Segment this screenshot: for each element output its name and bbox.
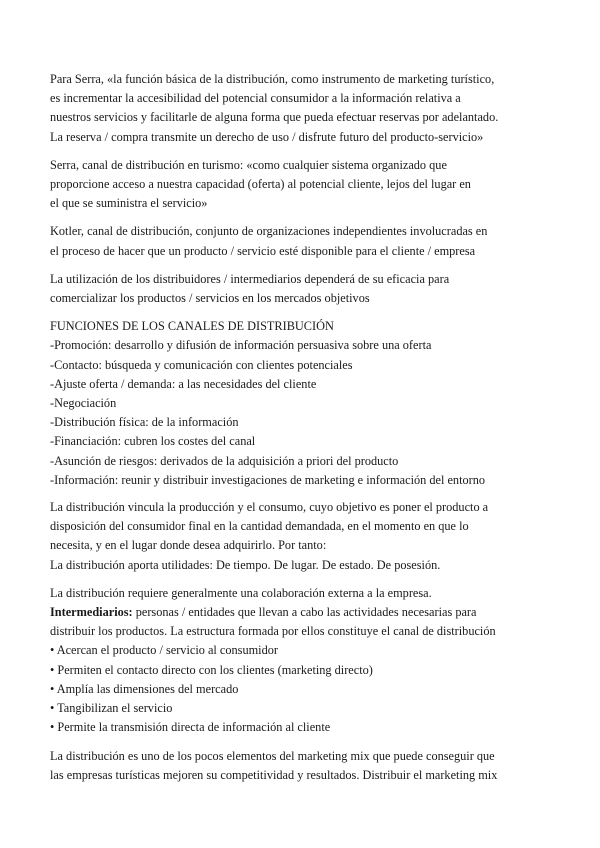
bullet-item: • Permite la transmisión directa de información al cliente — [50, 720, 331, 735]
function-item: -Asunción de riesgos: derivados de la adquisición a priori del producto — [50, 453, 399, 468]
text-line: necesita, y en el lugar donde desea adquirirlo. Por tanto: — [50, 538, 327, 553]
bullet-item: • Acercan el producto / servicio al consumidor — [50, 643, 278, 658]
text-line: Kotler, canal de distribución, conjunto de organizaciones independientes involucradas en — [50, 224, 488, 239]
text-line: las empresas turísticas mejoren su competitividad y resultados. Distribuir el marketing mix — [50, 767, 498, 782]
paragraph-distribuidores — [50, 270, 570, 308]
text-line: La distribución vincula la producción y el consumo, cuyo objetivo es poner el producto a — [50, 500, 489, 515]
function-item: -Promoción: desarrollo y difusión de información persuasiva sobre una oferta — [50, 338, 432, 353]
intermediarios-label: Intermediarios: — [50, 605, 133, 620]
function-item: -Negociación — [50, 396, 117, 411]
paragraph-kotler — [50, 222, 570, 260]
text-line: el que se suministra el servicio» — [50, 196, 208, 211]
text-line: La utilización de los distribuidores / intermediarios dependerá de su eficacia para — [50, 271, 450, 286]
functions-heading: FUNCIONES DE LOS CANALES DE DISTRIBUCIÓN — [50, 319, 334, 334]
paragraph-marketing-mix — [50, 747, 570, 785]
paragraph-serra-definition — [50, 70, 570, 147]
bullet-item: • Permiten el contacto directo con los clientes (marketing directo) — [50, 662, 373, 677]
text-line: el proceso de hacer que un producto / servicio esté disponible para el cliente / empresa — [50, 243, 476, 258]
text-line: disposición del consumidor final en la cantidad demandada, en el momento en que lo — [50, 519, 469, 534]
function-item: -Información: reunir y distribuir investigaciones de marketing e información del entorno — [50, 472, 486, 487]
function-item: -Financiación: cubren los costes del canal — [50, 434, 256, 449]
text-line: nuestros servicios y facilitarle de alguna forma que pueda efectuar reservas por adelantado. — [50, 110, 499, 125]
intermediarios-text: personas / entidades que llevan a cabo las actividades necesarias para — [132, 605, 477, 620]
bullet-item: • Amplía las dimensiones del mercado — [50, 681, 239, 696]
text-line: La distribución es uno de los pocos elementos del marketing mix que puede conseguir que — [50, 748, 495, 763]
text-line: Serra, canal de distribución en turismo: «como cualquier sistema organizado que — [50, 157, 447, 172]
text-line: es incrementar la accesibilidad del potencial consumidor a la información relativa a — [50, 91, 461, 106]
paragraph-intermediarios — [50, 584, 570, 738]
paragraph-vinculacion — [50, 498, 570, 575]
paragraph-serra-canal — [50, 156, 570, 214]
bullet-item: • Tangibilizan el servicio — [50, 701, 173, 716]
function-item: -Ajuste oferta / demanda: a las necesidades del cliente — [50, 376, 317, 391]
function-item: -Contacto: búsqueda y comunicación con clientes potenciales — [50, 357, 353, 372]
text-line: distribuir los productos. La estructura formada por ellos constituye el canal de distribución — [50, 624, 496, 639]
text-line: comercializar los productos / servicios en los mercados objetivos — [50, 291, 370, 306]
text-line: La distribución aporta utilidades: De tiempo. De lugar. De estado. De posesión. — [50, 557, 441, 572]
intermediarios-line — [50, 603, 570, 622]
text-line: La reserva / compra transmite un derecho de uso / disfrute futuro del producto-servicio» — [50, 129, 484, 144]
function-item: -Distribución física: de la información — [50, 415, 239, 430]
text-line: Para Serra, «la función básica de la distribución, como instrumento de marketing turístico, — [50, 72, 495, 86]
document-body — [50, 70, 570, 794]
functions-section — [50, 317, 570, 490]
text-line: La distribución requiere generalmente una colaboración externa a la empresa. — [50, 585, 432, 600]
text-line: proporcione acceso a nuestra capacidad (oferta) al potencial cliente, lejos del lugar en — [50, 177, 471, 192]
